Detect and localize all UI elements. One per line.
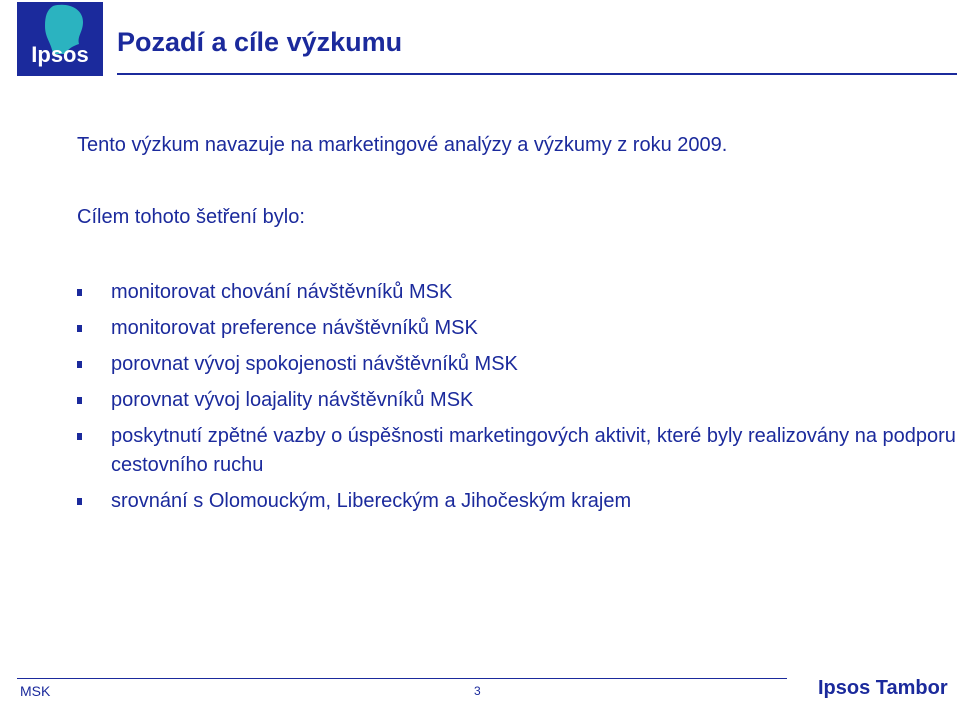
- footer-divider: [17, 678, 787, 679]
- page-number: 3: [474, 684, 481, 698]
- list-item-text: srovnání s Olomouckým, Libereckým a Jihočeským krajem: [111, 490, 632, 512]
- list-item: [77, 350, 957, 379]
- list-item: [77, 278, 957, 307]
- ipsos-logo: [17, 2, 103, 76]
- footer-brand-logo: Ipsos Tambor: [818, 677, 948, 699]
- list-item: [77, 314, 957, 343]
- list-item-text: porovnat vývoj loajality návštěvníků MSK: [111, 389, 474, 411]
- logo-text: Ipsos: [31, 42, 89, 67]
- goals-list: [77, 278, 957, 523]
- list-item-text: porovnat vývoj spokojenosti návštěvníků MSK: [111, 353, 518, 375]
- list-item-text: monitorovat preference návštěvníků MSK: [111, 317, 478, 339]
- slide-title: Pozadí a cíle výzkumu: [117, 27, 403, 57]
- list-item: [77, 386, 957, 415]
- list-item: [77, 487, 957, 516]
- goals-heading: Cílem tohoto šetření bylo:: [77, 206, 305, 228]
- list-item-text: monitorovat chování návštěvníků MSK: [111, 281, 453, 303]
- bullet-square-icon: [77, 361, 82, 368]
- list-item-text: poskytnutí zpětné vazby o úspěšnosti marketingových aktivit, které byly realizovány na podporu cestovního ruchu: [111, 425, 956, 476]
- bullet-square-icon: [77, 289, 82, 296]
- bullet-square-icon: [77, 498, 82, 505]
- title-divider: [117, 73, 957, 75]
- bullet-square-icon: [77, 397, 82, 404]
- list-item: [77, 422, 957, 480]
- bullet-square-icon: [77, 433, 82, 440]
- footer-label: MSK: [20, 683, 51, 699]
- bullet-square-icon: [77, 325, 82, 332]
- intro-text: Tento výzkum navazuje na marketingové analýzy a výzkumy z roku 2009.: [77, 134, 728, 156]
